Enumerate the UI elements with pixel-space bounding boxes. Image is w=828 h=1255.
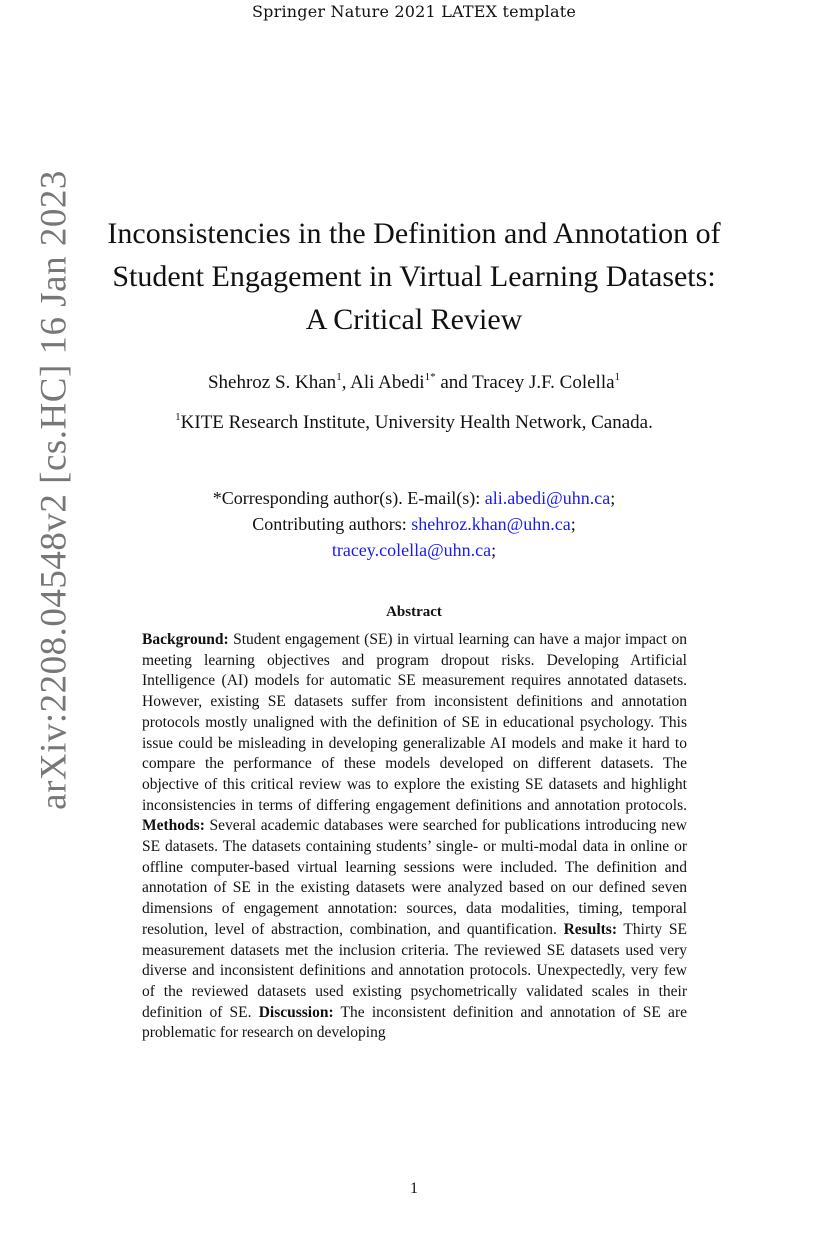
background-label: Background: [142, 631, 229, 648]
author-name: Shehroz S. Khan [207, 372, 337, 393]
separator: ; [491, 540, 497, 560]
affiliation-mark: 1 [175, 411, 181, 423]
contributing-label: Contributing authors: [252, 514, 412, 534]
author-separator: and [435, 372, 473, 393]
background-text: Student engagement (SE) in virtual learning can have a major impact on meeting learning objectives and program dropout risks. Developing Artificial Intelligence (AI) models for automatic SE measurement requires annotated datasets. However, existing SE datasets suffer from inconsistent definitions and annotation protocols mostly unaligned with the definition of SE in educational psychology. This issue could be misleading in developing generalizable AI models and make it hard to compare the performance of these models developed on different datasets. The objective of this critical review was to explore the existing SE datasets and highlight inconsistencies in terms of differing engagement definitions and annotation protocols. [142, 631, 687, 814]
affiliation-text: KITE Research Institute, University Health Network, Canada. [180, 412, 653, 433]
results-text: Thirty SE measurement datasets met the inclusion criteria. The reviewed SE datasets used very diverse and inconsistent definitions and annotation protocols. Unexpectedly, very few of the reviewed datasets used existing psychometrically validated scales in their definition of SE. [142, 920, 687, 1021]
results-label: Results: [563, 920, 617, 938]
methods-text: Several academic databases were searched for publications introducing new SE datasets. The datasets containing students’ single- or multi-modal data in online or offline computer-based virtual learning sessions were included. The definition and annotation of SE in the existing datasets were analyzed based on our defined seven dimensions of engagement annotation: sources, data modalities, timing, temporal resolution, level of abstraction, combination, and quantification. [142, 817, 687, 938]
affiliation [100, 412, 728, 434]
corresponding-line [100, 485, 728, 511]
author-affil-mark: 1* [424, 371, 436, 383]
discussion-text: The inconsistent definition and annotation of SE are problematic for research on developing [142, 1003, 687, 1042]
discussion-label: Discussion: [258, 1003, 334, 1021]
author-affil-mark: 1 [614, 371, 621, 383]
contributing-line [100, 511, 728, 537]
contributing-email-link[interactable]: shehroz.khan@uhn.ca [411, 514, 571, 534]
contributing-line-2 [100, 537, 728, 563]
corresponding-label: *Corresponding author(s). E-mail(s): [212, 488, 485, 508]
author-affil-mark: 1 [336, 371, 342, 383]
contributing-email-link[interactable]: tracey.colella@uhn.ca [331, 540, 492, 560]
abstract-heading: Abstract [386, 604, 442, 620]
correspondence-block [100, 485, 728, 563]
page-number: 1 [410, 1180, 418, 1197]
corresponding-email-link[interactable]: ali.abedi@uhn.ca [484, 488, 611, 508]
abstract-body [142, 630, 687, 1044]
paper-title: Inconsistencies in the Definition and Annotation of Student Engagement in Virtual Learning Datasets: A Critical Review [107, 217, 721, 336]
separator: ; [610, 488, 616, 508]
author-list [100, 372, 728, 394]
author-name: Tracey J.F. Colella [472, 372, 615, 393]
author-separator: , [341, 372, 351, 393]
methods-label: Methods: [142, 817, 205, 835]
author-name: Ali Abedi [350, 372, 425, 393]
running-header: Springer Nature 2021 LATEX template [252, 2, 576, 21]
separator: ; [570, 514, 576, 534]
arxiv-stamp[interactable]: arXiv:2208.04548v2 [cs.HC] 16 Jan 2023 [33, 170, 75, 810]
